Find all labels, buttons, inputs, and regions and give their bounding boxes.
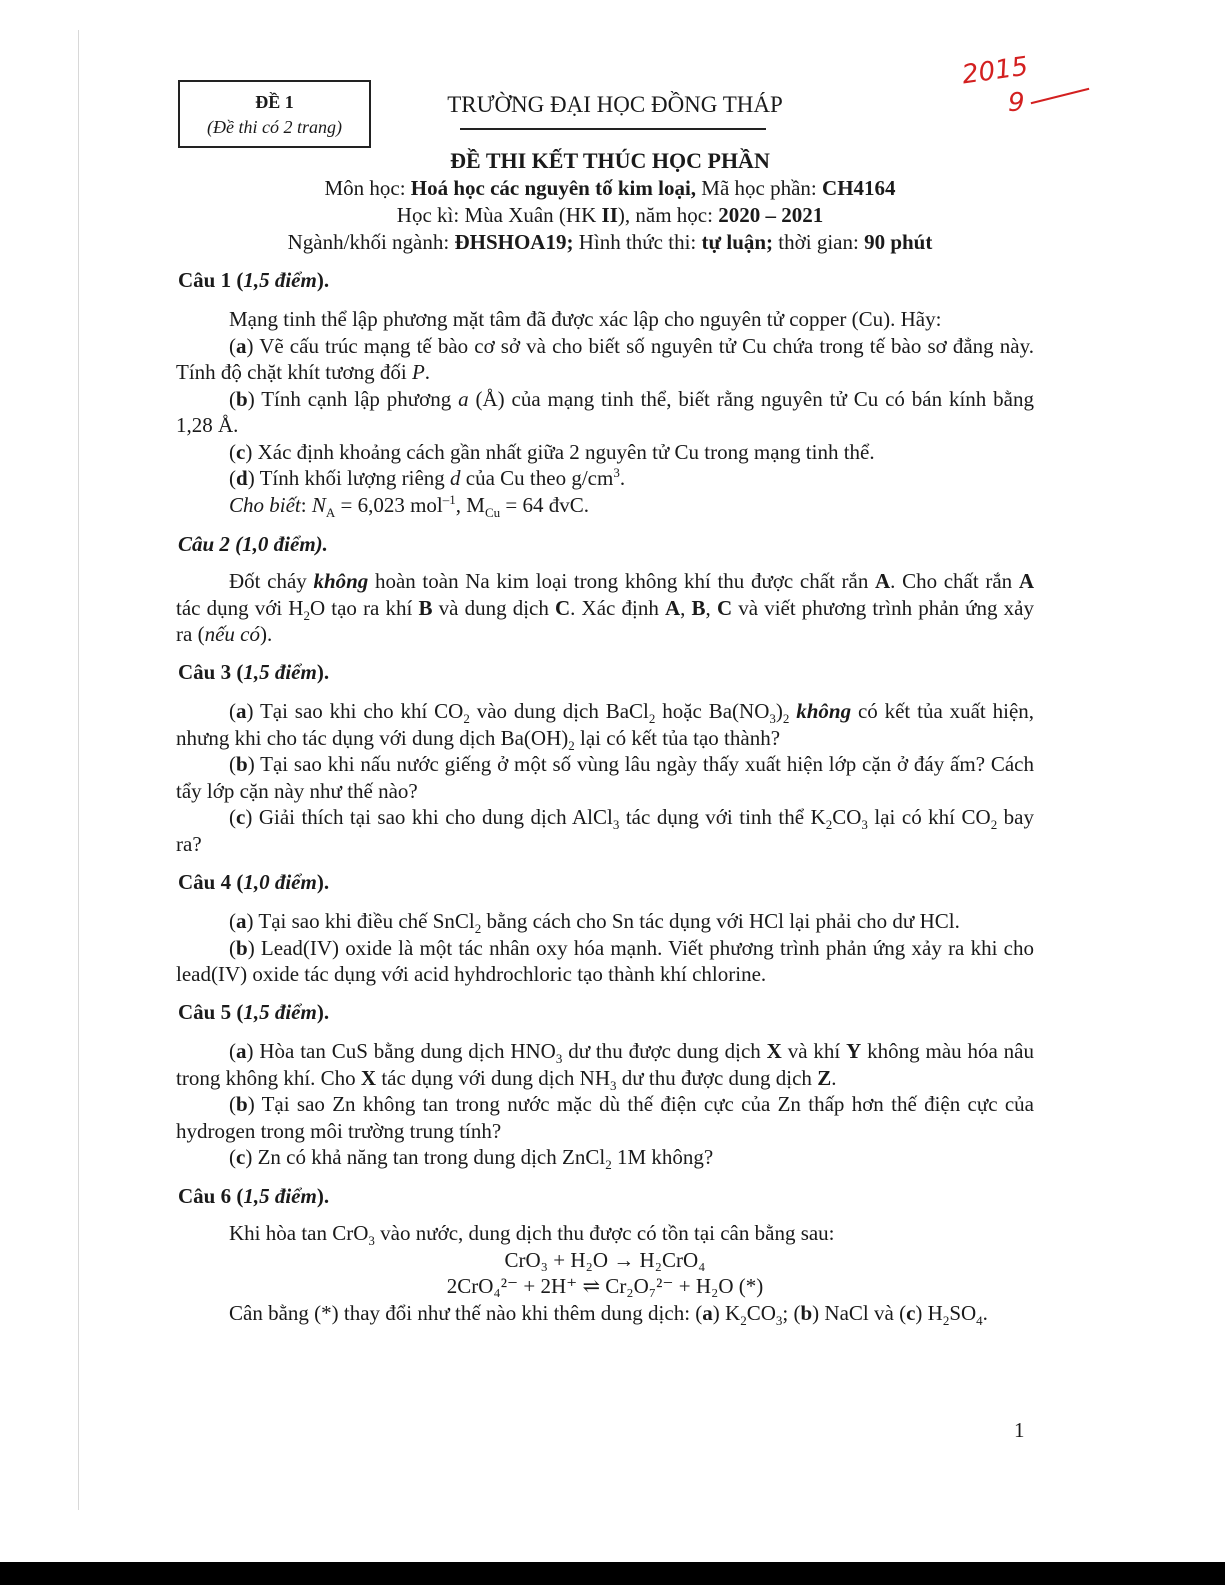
question-1-body: Mạng tinh thể lập phương mặt tâm đã được xác lập cho nguyên tử copper (Cu). Hãy: (a) Vẽ cấu trúc mạng tế bào cơ sở và cho biết số nguyên tử Cu chứa trong tế bào sơ đẳng này. Tính độ chặt khít tương đối P. (b) Tính cạnh lập phương a (Å) của mạng tinh thể, biết rằng nguyên tử Cu có bán kính bằng 1,28 Å. (c) Xác định khoảng cách gần nhất giữa 2 nguyên tử Cu trong mạng tinh thể. (d) Tính khối lượng riêng d của Cu theo $g/cm^3$. Cho biết: $N_A = 6,023$ mol$^{-1}$, $M_{Cu} = 64$ đvC. — [176, 307, 1034, 520]
major-line: Ngành/khối ngành: ĐHSHOA19; Hình thức thi: tự luận; thời gian: 90 phút — [287, 230, 933, 254]
page-number: 1 — [1014, 1418, 1025, 1442]
question-6-title: Câu 6 (1,5 điểm). — [178, 1184, 330, 1208]
question-2-body: Đốt cháy không hoàn toàn Na kim loại trong không khí thu được chất rắn A. Cho chất rắn A tác dụng với $H_2O$ tạo ra khí B và dung dịch C. Xác định A, B, C và viết phương trình phản ứng xảy ra (nếu có). — [176, 569, 1035, 646]
exam-code-box — [178, 80, 371, 148]
question-4-title: Câu 4 (1,0 điểm). — [178, 870, 330, 894]
question-1-title: Câu 1 (1,5 điểm). — [178, 268, 330, 292]
question-3-body: (a) Tại sao khi cho khí $CO_2$ vào dung dịch BaCl$_2$ hoặc $Ba(NO_3)_2$ không có kết tủa xuất hiện, nhưng khi cho tác dụng với dung dịch $Ba(OH)_2$ lại có kết tủa tạo thành? (b) Tại sao khi nấu nước giếng ở một số vùng lâu ngày thấy xuất hiện lớp cặn ở đáy ấm? Cách tẩy lớp cặn này như thế nào? (c) Giải thích tại sao khi cho dung dịch AlCl$_3$ tác dụng với tinh thể $K_2CO_3$ lại có khí $CO_2$ bay ra? — [176, 699, 1035, 856]
equation-1: CrO₃ + H₂O → H₂CrO₄ — [504, 1247, 706, 1272]
handwritten-note: 2015 — [960, 51, 1030, 91]
handwritten-stroke — [1031, 88, 1090, 104]
question-2-title: Câu 2 (1,0 điểm). — [178, 532, 328, 556]
question-5-title: Câu 5 (1,5 điểm). — [178, 1000, 330, 1024]
handwritten-note-2: 9 — [1008, 88, 1025, 118]
scan-edge-left — [78, 30, 79, 1510]
scan-edge-bottom — [0, 1562, 1225, 1585]
exam-code: ĐỀ 1 — [255, 92, 294, 112]
page-count-note: (Đề thi có 2 trang) — [207, 117, 342, 137]
school-name: TRƯỜNG ĐẠI HỌC ĐỒNG THÁP — [447, 92, 783, 117]
exam-title: ĐỀ THI KẾT THÚC HỌC PHẦN — [450, 148, 770, 173]
equation-2: 2CrO₄²⁻ + 2H⁺ ⇌ Cr₂O₇²⁻ + H₂O (*) — [446, 1274, 764, 1298]
question-5-body: (a) Hòa tan CuS bằng dung dịch $HNO_3$ dư thu được dung dịch X và khí Y không màu hóa nâu trong không khí. Cho X tác dụng với dung dịch $NH_3$ dư thu được dung dịch Z. (b) Tại sao Zn không tan trong nước mặc dù thế điện cực của Zn thấp hơn thế điện cực của hydrogen trong môi trường trung tính? (c) Zn có khả năng tan trong dung dịch ZnCl$_2$ 1M không? — [176, 1039, 1035, 1173]
question-6-body: Khi hòa tan CrO$_3$ vào nước, dung dịch thu được có tồn tại cân bằng sau: CrO₃ + H₂O → H₂CrO₄ 2CrO₄²⁻ + 2H⁺ ⇌ Cr₂O₇²⁻ + H₂O (*) Cân bằng (*) thay đổi như thế nào khi thêm dung dịch: (a) $K_2CO_3$; (b) NaCl và (c) $H_2SO_4$. — [176, 1220, 1034, 1326]
school-underline — [460, 128, 766, 130]
question-4-body: (a) Tại sao khi điều chế SnCl$_2$ bằng cách cho Sn tác dụng với HCl lại phải cho dư HCl. (b) Lead(IV) oxide là một tác nhân oxy hóa mạnh. Viết phương trình phản ứng xảy ra khi cho lead(IV) oxide tác dụng với acid hyhdrochloric tạo thành khí chlorine. — [176, 909, 1034, 986]
subject-line: Môn học: Hoá học các nguyên tố kim loại, Mã học phần: CH4164 — [324, 176, 896, 200]
question-3-title: Câu 3 (1,5 điểm). — [178, 660, 330, 684]
term-line: Học kì: Mùa Xuân (HK II), năm học: 2020 – 2021 — [396, 203, 824, 227]
